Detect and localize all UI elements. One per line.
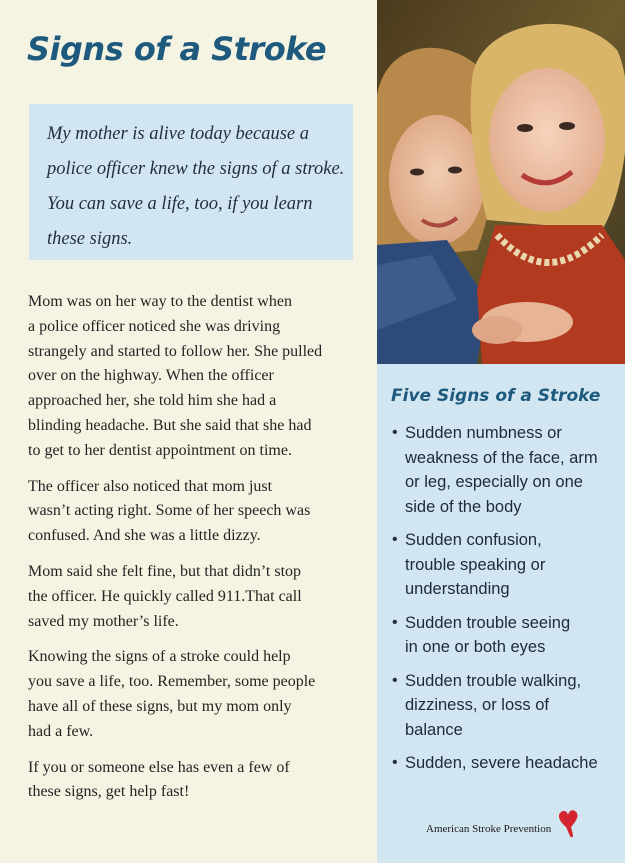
text-line: wasn’t acting right. Some of her speech was: [28, 502, 311, 520]
brand-name: American Stroke Prevention: [426, 823, 552, 835]
text-line: to get to her dentist appointment on time.: [28, 441, 292, 459]
text-line: saved my mother’s life.: [28, 612, 179, 630]
sign-text: Sudden numbness or: [405, 424, 562, 442]
list-item: [391, 751, 623, 776]
bullet-icon: •: [392, 531, 398, 548]
text-line: strangely and started to follow her. She pulled: [28, 342, 323, 360]
text-line: Mom was on her way to the dentist when: [28, 293, 292, 310]
sign-text: Sudden trouble seeing: [405, 613, 571, 632]
bullet-icon: •: [392, 424, 398, 441]
story-paragraph: [28, 756, 368, 806]
story-paragraph: [28, 475, 368, 549]
text-line: Knowing the signs of a stroke could help: [28, 648, 291, 666]
text-line: blinding headache. But she said that she had: [28, 416, 312, 434]
bullet-icon: •: [392, 754, 398, 771]
text-line: these signs, get help fast!: [28, 783, 190, 801]
story-paragraph: [28, 645, 368, 744]
quote-line: these signs.: [47, 229, 133, 249]
sidebar-panel: [377, 0, 625, 863]
list-item: [391, 528, 623, 602]
bullet-icon: •: [392, 671, 398, 689]
quote-line: police officer knew the signs of a stroke.: [47, 159, 345, 179]
sign-text: dizziness, or loss of: [405, 696, 549, 714]
quote-line: You can save a life, too, if you learn: [47, 194, 313, 214]
signs-list: [391, 421, 623, 785]
story-paragraph: [28, 290, 368, 464]
page-title: Signs of a Stroke: [27, 30, 327, 68]
text-line: a police officer noticed she was driving: [28, 317, 281, 335]
sign-text: Sudden confusion,: [405, 531, 542, 549]
text-line: had a few.: [28, 722, 94, 740]
photo-illustration: [377, 0, 625, 364]
text-line: over on the highway. When the officer: [28, 367, 274, 385]
text-line: The officer also noticed that mom just: [28, 477, 273, 495]
sign-text: trouble speaking or: [405, 555, 546, 574]
two-women-embracing-photo: [377, 0, 625, 364]
text-line: you save a life, too. Remember, some people: [28, 673, 316, 691]
text-line: the officer. He quickly called 911.That call: [28, 587, 302, 605]
quote-box: [29, 104, 353, 260]
list-item: [391, 669, 623, 743]
sign-text: understanding: [405, 580, 510, 598]
heart-ribbon-icon: [557, 809, 581, 839]
text-line: approached her, she told him she had a: [28, 392, 277, 410]
brand-footer: [426, 809, 622, 839]
sign-text: in one or both eyes: [405, 638, 546, 656]
list-item: [391, 611, 623, 660]
signs-heading: Five Signs of a Stroke: [391, 386, 601, 406]
sign-text: Sudden trouble walking,: [405, 671, 582, 690]
sign-text: Sudden, severe headache: [405, 754, 598, 772]
text-line: If you or someone else has even a few of: [28, 758, 290, 776]
quote-line: My mother is alive today because a: [47, 124, 310, 144]
text-line: confused. And she was a little dizzy.: [28, 527, 261, 545]
list-item: [391, 421, 623, 519]
sign-text: weakness of the face, arm: [405, 448, 598, 467]
sign-text: side of the body: [405, 497, 522, 516]
story-paragraph: [28, 560, 368, 634]
sign-text: or leg, especially on one: [405, 473, 583, 491]
story-text: [28, 290, 368, 816]
sign-text: balance: [405, 720, 463, 739]
text-line: Mom said she felt fine, but that didn’t stop: [28, 562, 302, 580]
text-line: have all of these signs, but my mom only: [28, 697, 292, 715]
bullet-icon: •: [392, 613, 398, 631]
